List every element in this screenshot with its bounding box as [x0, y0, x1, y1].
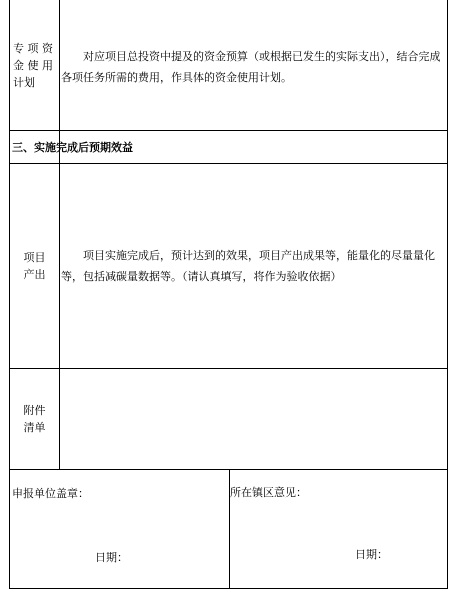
row-divider: [10, 130, 447, 131]
applicant-date-label: 日期：: [95, 551, 128, 564]
attachments-label-line2: 清单: [23, 420, 46, 434]
output-label-line1: 项目: [23, 250, 46, 264]
applicant-seal-label: 申报单位盖章：: [12, 487, 89, 500]
section-title: 三、实施完成后预期效益: [12, 141, 133, 154]
district-opinion-label: 所在镇区意见：: [230, 486, 307, 499]
row-divider: [10, 163, 447, 164]
label-column-divider: [59, 0, 60, 469]
output-content: 项目实施完成后，预计达到的效果，项目产出成果等，能量化的尽量量化等，包括减碳量数据等。（请认真填写，将作为验收依据）: [61, 249, 435, 283]
funds-plan-label-text: 专 项 资 金 使 用 计划: [13, 41, 53, 89]
output-label: [10, 163, 59, 368]
application-form: [9, 0, 448, 589]
funds-plan-content: 对应项目总投资中提及的资金预算（或根据已发生的实际支出），结合完成各项任务所需的费用，作具体的资金使用计划。: [61, 50, 441, 84]
attachments-label: [10, 368, 59, 469]
district-date-label: 日期：: [355, 548, 388, 561]
output-label-line2: 产出: [23, 267, 46, 281]
row-divider: [10, 368, 447, 369]
attachments-label-line1: 附件: [23, 403, 46, 417]
funds-plan-label: [10, 0, 59, 130]
